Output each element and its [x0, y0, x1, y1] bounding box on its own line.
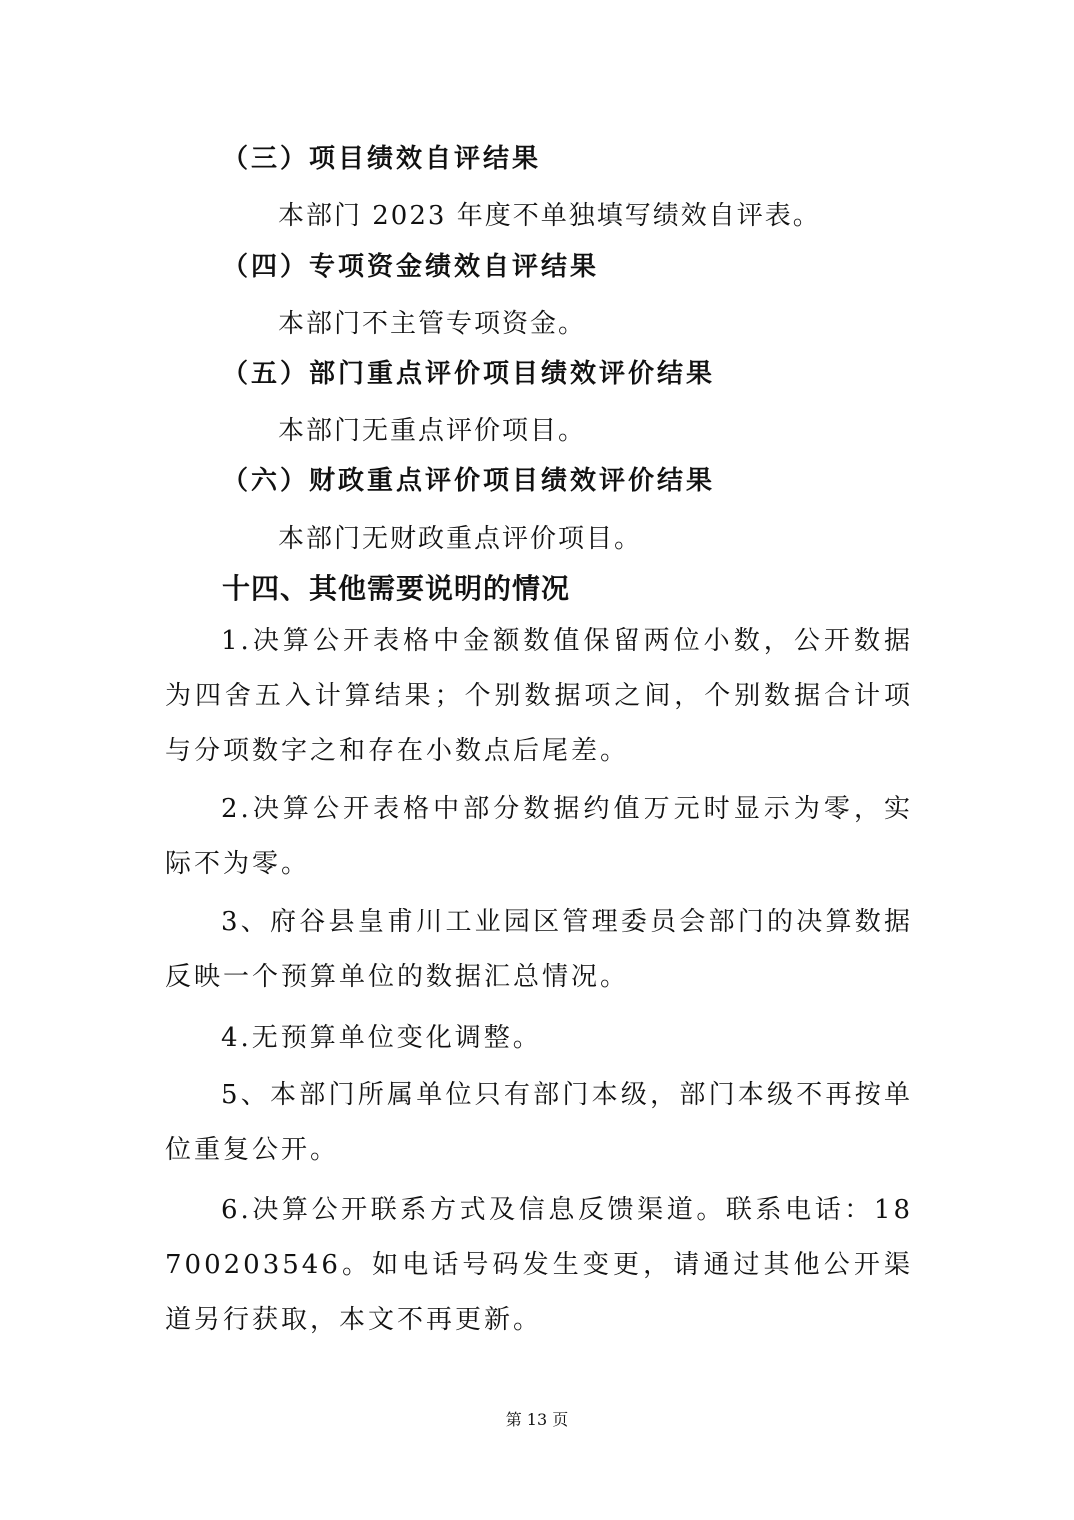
- section-4-heading: （四）专项资金绩效自评结果: [222, 252, 600, 282]
- note-item-3: 3、府谷县皇甫川工业园区管理委员会部门的决算数据反映一个预算单位的数据汇总情况。: [165, 907, 913, 992]
- note-item-4: 4.无预算单位变化调整。: [221, 1023, 542, 1053]
- section-14-heading: 十四、其他需要说明的情况: [222, 572, 571, 605]
- note-item-1: 1.决算公开表格中金额数值保留两位小数，公开数据为四舍五入计算结果；个别数据项之间，个别数据合计项与分项数字之和存在小数点后尾差。: [165, 626, 913, 766]
- note-item-5: 5、本部门所属单位只有部门本级，部门本级不再按单位重复公开。: [165, 1080, 913, 1165]
- section-5-body: 本部门无重点评价项目。: [278, 416, 587, 446]
- note-item-2: 2.决算公开表格中部分数据约值万元时显示为零，实际不为零。: [165, 794, 913, 879]
- note-item-6: 6.决算公开联系方式及信息反馈渠道。联系电话：18700203546。如电话号码发生变更，请通过其他公开渠道另行获取，本文不再更新。: [165, 1195, 913, 1335]
- page-number: 第 13 页: [505, 1410, 569, 1429]
- section-4-body: 本部门不主管专项资金。: [278, 309, 587, 339]
- section-5-heading: （五）部门重点评价项目绩效评价结果: [222, 359, 716, 389]
- section-6-body: 本部门无财政重点评价项目。: [278, 524, 643, 554]
- section-3-heading: （三）项目绩效自评结果: [222, 144, 542, 174]
- section-6-heading: （六）财政重点评价项目绩效评价结果: [222, 466, 716, 496]
- section-3-body: 本部门 2023 年度不单独填写绩效自评表。: [278, 201, 821, 231]
